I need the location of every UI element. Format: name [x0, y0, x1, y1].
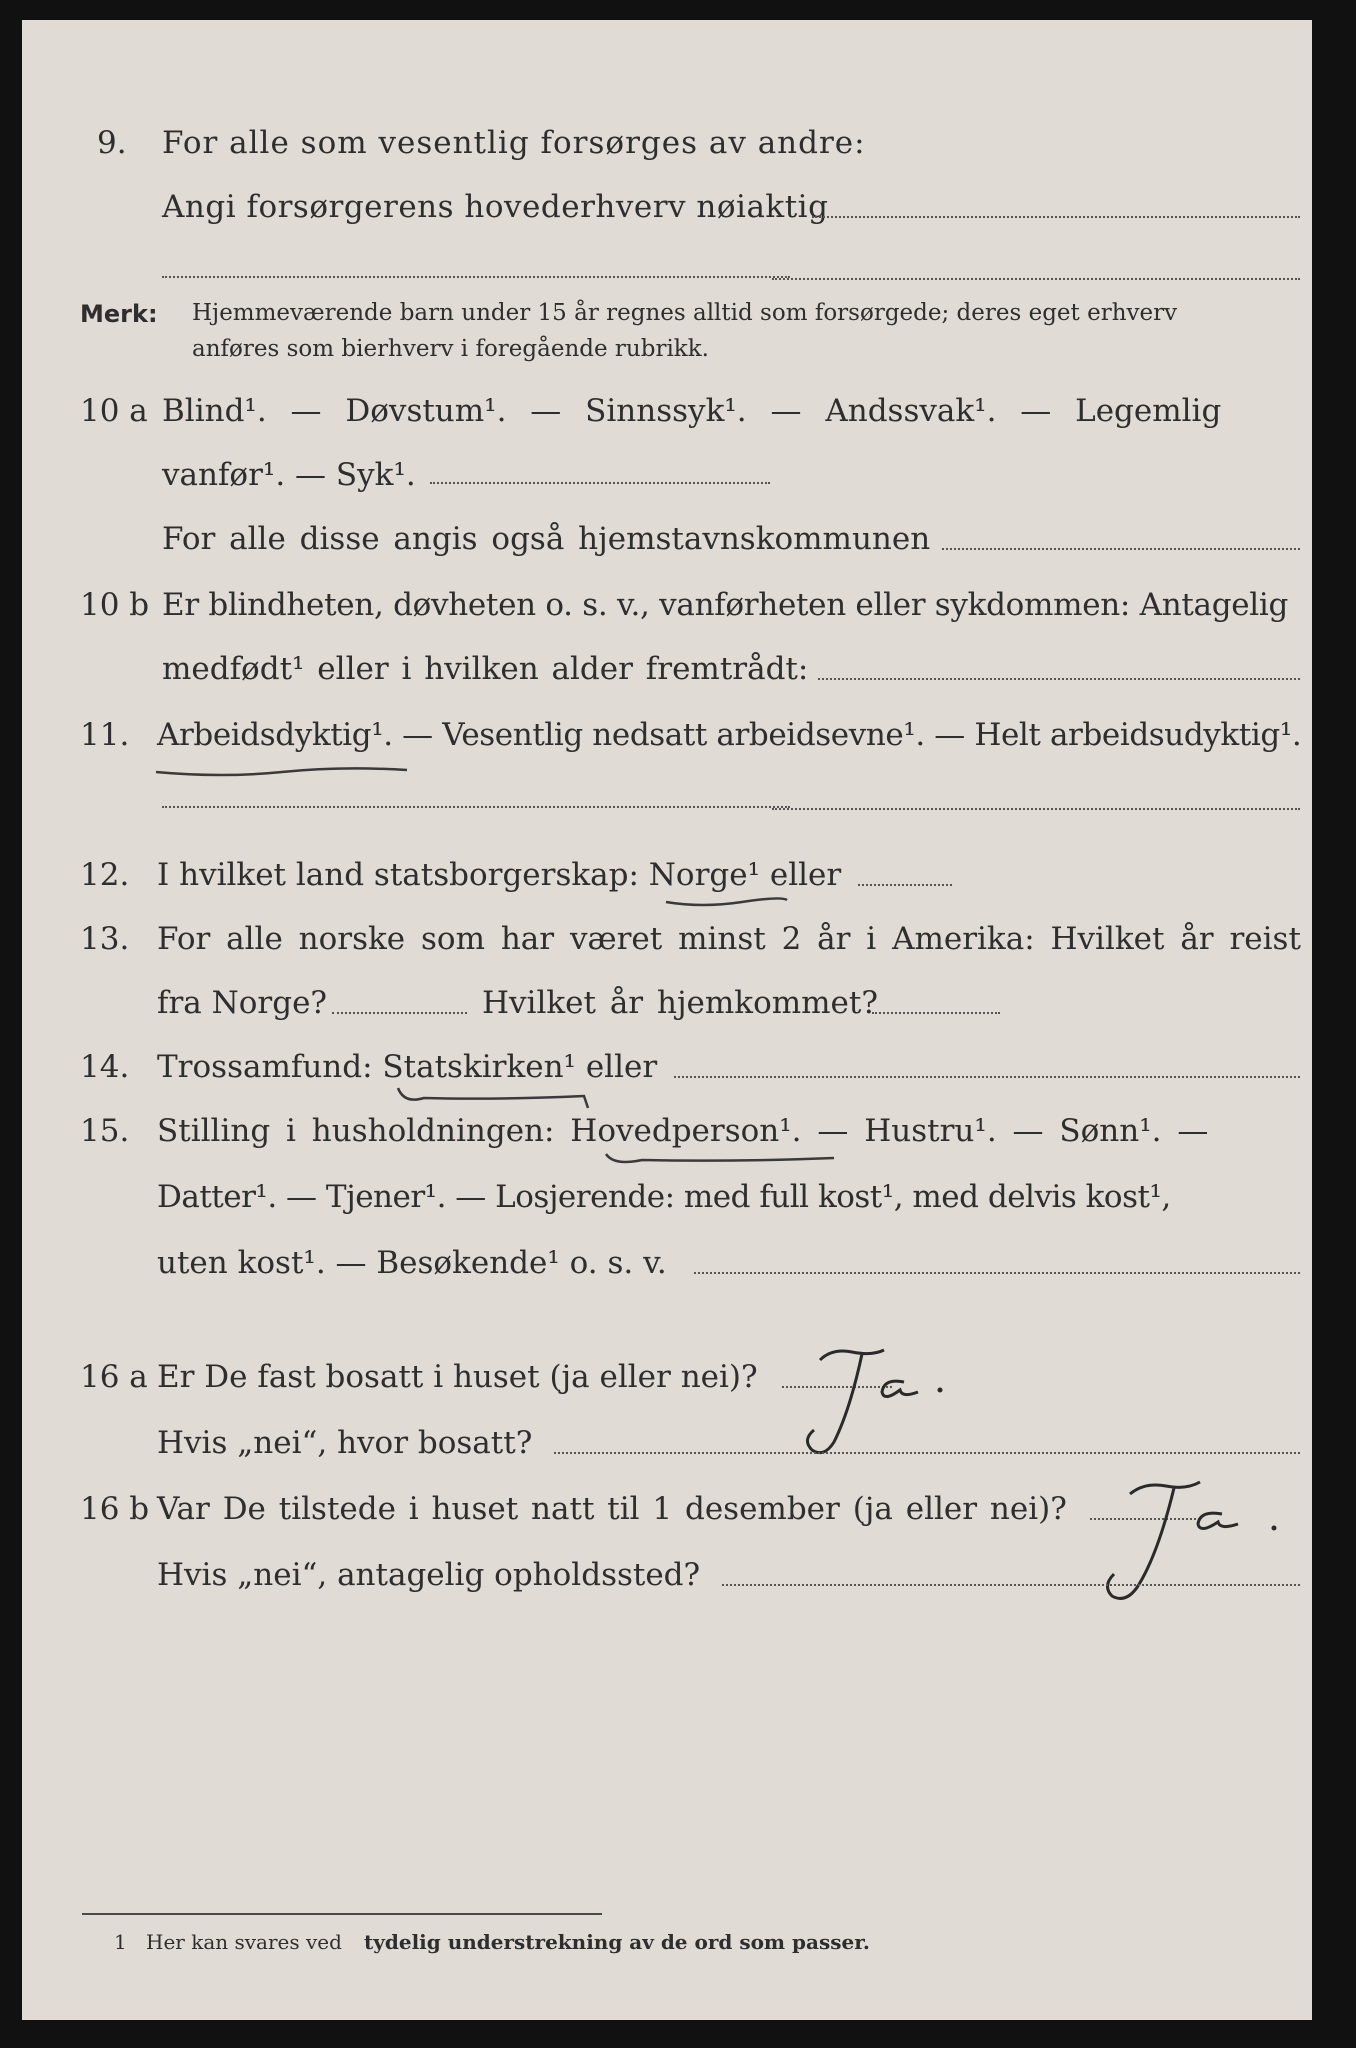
q10b-answer-line [818, 678, 1300, 680]
q12-answer-line [858, 884, 952, 886]
footnote-rule [82, 1913, 602, 1915]
q10a-number: 10 a [80, 393, 148, 429]
q16b-line2: Hvis „nei“, antagelig opholdssted? [157, 1557, 701, 1593]
merk-label: Merk: [80, 300, 158, 328]
q16b-line1: Var De tilstede i huset natt til 1 desember (ja eller nei)? [157, 1491, 1067, 1527]
merk-line1: Hjemmeværende barn under 15 år regnes alltid som forsørgede; deres eget erhverv [192, 300, 1178, 326]
q13-number: 13. [80, 921, 130, 957]
q11-line1: Arbeidsdyktig¹. — Vesentlig nedsatt arbeidsevne¹. — Helt arbeidsudyktig¹. [157, 717, 1302, 753]
q9-answer-line-2a [162, 276, 790, 278]
q16a-line2: Hvis „nei“, hvor bosatt? [157, 1425, 533, 1461]
q15-answer-line [694, 1272, 1300, 1274]
q16a-handwritten-answer [772, 1320, 972, 1470]
q12-number: 12. [80, 857, 130, 893]
q14-number: 14. [80, 1049, 130, 1085]
q9-line1: For alle som vesentlig forsørges av andre: [162, 125, 866, 161]
q16a-number: 16 a [80, 1359, 148, 1395]
q15-number: 15. [80, 1113, 130, 1149]
q11-number: 11. [80, 717, 130, 753]
q11-handwritten-underline [152, 758, 412, 788]
q10b-line1: Er blindheten, døvheten o. s. v., vanførheten eller sykdommen: Antagelig [162, 587, 1289, 623]
q12-handwritten-underline [662, 890, 792, 914]
q10a-hjemstavn-line [942, 548, 1300, 550]
q10b-number: 10 b [80, 587, 150, 623]
q16b-handwritten-answer [1070, 1454, 1300, 1614]
q9-answer-line [812, 216, 1300, 218]
q13-line1: For alle norske som har været minst 2 år i Amerika: Hvilket år reist [157, 921, 1301, 957]
q14-answer-line [674, 1076, 1300, 1078]
q13-reist-line [332, 1012, 467, 1014]
q9-number: 9. [97, 125, 127, 161]
q15-line2: Datter¹. — Tjener¹. — Losjerende: med full kost¹, med delvis kost¹, [157, 1179, 1171, 1215]
footnote-mark: 1 [114, 1930, 127, 1954]
q10a-line1: Blind¹. — Døvstum¹. — Sinnssyk¹. — Andssvak¹. — Legemlig [162, 393, 1222, 429]
footnote-text-b: tydelig understrekning av de ord som passer. [364, 1930, 870, 1954]
q11-answer-line-b [772, 808, 1300, 810]
merk-line2: anføres som bierhverv i foregående rubrikk. [192, 336, 709, 362]
q13-line2a: fra Norge? [157, 985, 328, 1021]
q16a-line1: Er De fast bosatt i huset (ja eller nei)? [157, 1359, 758, 1395]
q15-handwritten-underline [602, 1146, 842, 1176]
q15-line1: Stilling i husholdningen: Hovedperson¹. — Hustru¹. — Sønn¹. — [157, 1113, 1209, 1149]
q13-hjemkommet-line [872, 1012, 1000, 1014]
census-form-page [22, 20, 1312, 2020]
q14-line1: Trossamfund: Statskirken¹ eller [157, 1049, 658, 1085]
q16b-number: 16 b [80, 1491, 150, 1527]
q10a-line2: vanfør¹. — Syk¹. [162, 457, 416, 493]
q15-line3: uten kost¹. — Besøkende¹ o. s. v. [157, 1245, 667, 1281]
q14-handwritten-underline [394, 1078, 594, 1112]
q12-line1: I hvilket land statsborgerskap: Norge¹ eller [157, 857, 842, 893]
q13-line2b: Hvilket år hjemkommet? [482, 985, 878, 1021]
q10a-answer-line [430, 482, 770, 484]
q11-answer-line-a [162, 806, 790, 808]
q9-line2: Angi forsørgerens hovederhverv nøiaktig [162, 189, 829, 225]
q10a-line3: For alle disse angis også hjemstavnskommunen [162, 521, 931, 557]
q16b-opholdssted-line [722, 1584, 1300, 1586]
q10b-line2: medfødt¹ eller i hvilken alder fremtrådt: [162, 651, 809, 687]
q9-answer-line-2b [772, 278, 1300, 280]
footnote-text-a: Her kan svares ved [146, 1930, 342, 1954]
